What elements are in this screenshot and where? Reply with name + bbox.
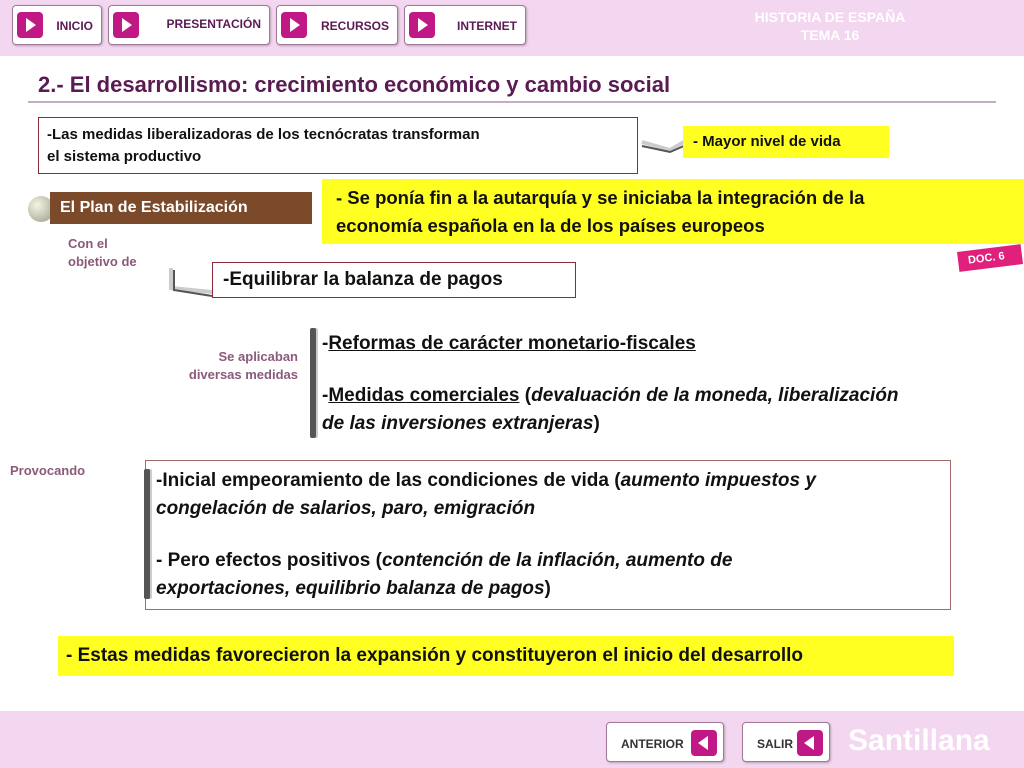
measures-label [140, 348, 298, 384]
play-arrow-icon [17, 12, 43, 38]
effect-item-1-a: -Inicial empeoramiento de las condiciones de vida ( [156, 470, 621, 491]
effect-item-2-d: ) [544, 578, 551, 599]
objective-label-line-2: objetivo de [68, 254, 137, 269]
effect-item-1-b: aumento impuestos y [620, 470, 816, 491]
effects-box [145, 460, 951, 610]
nav-presentacion-label: PRESENTACIÓN [166, 17, 261, 31]
nav-recursos-label: RECURSOS [320, 19, 389, 33]
arrow-down-right-icon [166, 264, 216, 300]
page-title: 2.- El desarrollismo: crecimiento económico y cambio social [38, 72, 671, 97]
salir-label: SALIR [757, 737, 793, 751]
header-subject [730, 8, 930, 44]
play-arrow-icon [281, 12, 307, 38]
measure-item-2-paren-close: ) [593, 413, 600, 434]
objective-box: -Equilibrar la balanza de pagos [212, 262, 576, 298]
measure-item-2-prefix: - [322, 385, 329, 406]
effect-item-2-cont [156, 575, 956, 603]
effect-item-1 [156, 467, 956, 495]
measures-list [322, 330, 1022, 438]
doc-tag[interactable] [957, 244, 1023, 272]
nav-internet-button[interactable] [404, 5, 526, 45]
nav-recursos-button[interactable] [276, 5, 398, 45]
nav-internet-label: INTERNET [457, 19, 517, 33]
measure-item-2-title: Medidas comerciales [328, 385, 520, 406]
effects-label: Provocando [10, 463, 86, 478]
measure-item-1-text: Reformas de carácter monetario-fiscales [328, 333, 696, 354]
effect-item-1-c: congelación de salarios, paro, emigración [156, 498, 536, 519]
play-arrow-icon [409, 12, 435, 38]
objective-label [68, 235, 137, 271]
nav-presentacion-button[interactable] [108, 5, 270, 45]
play-arrow-icon [113, 12, 139, 38]
effect-item-2 [156, 547, 956, 575]
nav-inicio-label: INICIO [56, 19, 93, 33]
measure-item-2 [322, 382, 1022, 410]
measures-label-line-1: Se aplicaban [218, 349, 298, 364]
measures-label-line-2: diversas medidas [188, 367, 298, 382]
measure-item-1-prefix: - [322, 333, 329, 354]
salir-button[interactable] [742, 722, 830, 762]
measure-item-2-detail-1: devaluación de la moneda, liberalización [531, 385, 899, 406]
intro-line-1: -Las medidas liberalizadoras de los tecnócratas transforman [47, 126, 480, 143]
plan-label: El Plan de Estabilización [50, 192, 312, 224]
effects-list [156, 467, 956, 603]
effect-item-2-c: exportaciones, equilibrio balanza de pagos [156, 578, 545, 599]
santillana-logo: Santillana [848, 724, 990, 757]
result-highlight: - Mayor nivel de vida [683, 126, 889, 158]
topic-text: TEMA 16 [800, 27, 860, 43]
measure-item-1 [322, 330, 1022, 358]
title-divider [28, 101, 996, 103]
anterior-button[interactable] [606, 722, 724, 762]
subject-text: HISTORIA DE ESPAÑA [754, 9, 906, 25]
measure-item-2-paren-open: ( [519, 385, 532, 406]
plan-description-line-1: - Se ponía fin a la autarquía y se iniciaba la integración de la [336, 187, 865, 208]
measures-bracket [310, 328, 316, 438]
measure-item-2-detail-2: de las inversiones extranjeras [322, 413, 594, 434]
nav-inicio-button[interactable] [12, 5, 102, 45]
measure-item-2-cont [322, 410, 1022, 438]
effects-bracket [144, 469, 150, 599]
back-arrow-icon [797, 730, 823, 756]
arrow-right-icon [640, 132, 686, 158]
doc-tag-label: DOC. 6 [967, 250, 1006, 267]
back-arrow-icon [691, 730, 717, 756]
intro-line-2: el sistema productivo [47, 148, 202, 165]
conclusion-highlight: - Estas medidas favorecieron la expansión y constituyeron el inicio del desarrollo [58, 636, 954, 676]
effect-item-2-a: - Pero efectos positivos ( [156, 550, 382, 571]
objective-label-line-1: Con el [68, 236, 108, 251]
effect-item-2-b: contención de la inflación, aumento de [381, 550, 733, 571]
plan-description-line-2: economía española en la de los países europeos [336, 215, 765, 236]
intro-box [38, 117, 638, 174]
anterior-label: ANTERIOR [621, 737, 684, 751]
plan-description [322, 179, 1024, 244]
